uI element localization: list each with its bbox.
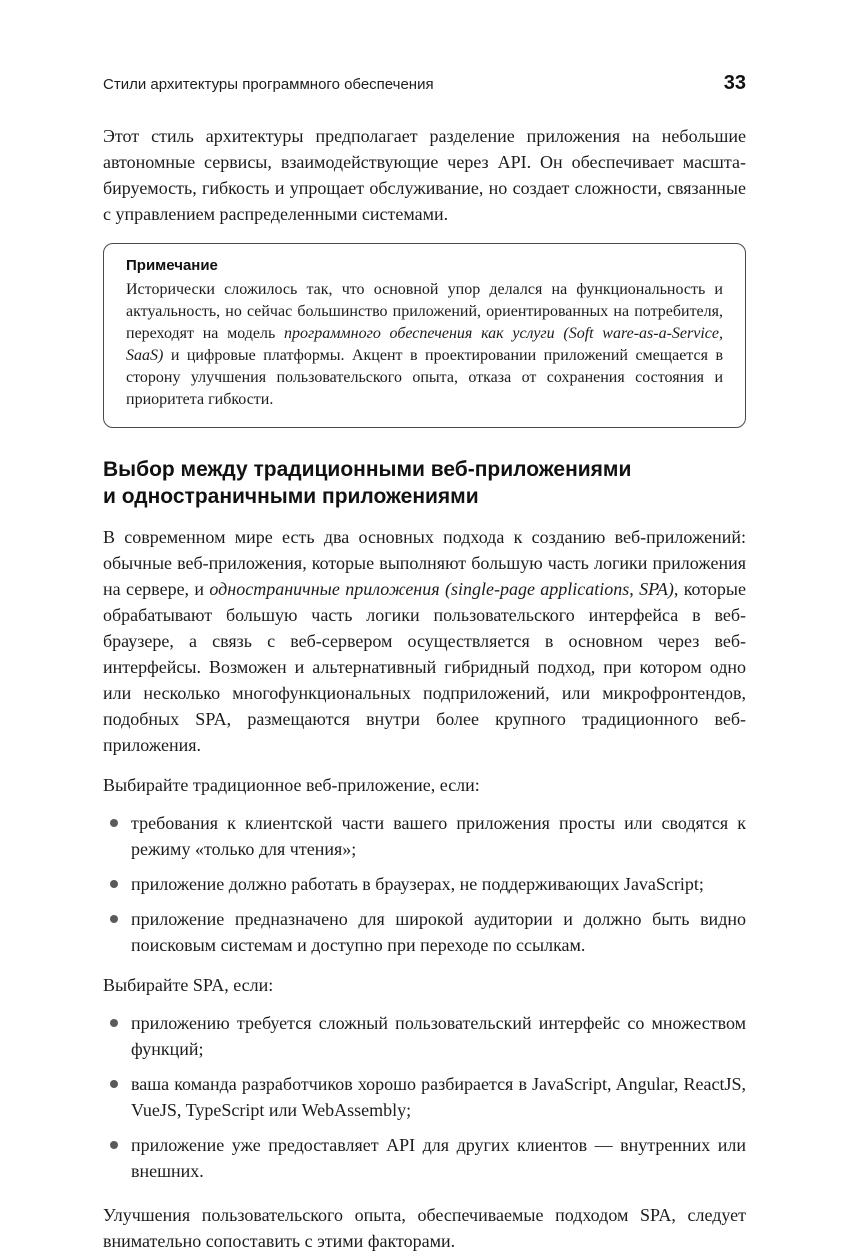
section-heading-line-1: Выбор между традиционными веб-приложениями (103, 458, 632, 481)
list-item (103, 871, 746, 897)
note-box (103, 243, 746, 428)
list-item-text: приложению требуется сложный пользовательский интерфейс со множеством функций; (131, 1013, 746, 1059)
list-item (103, 810, 746, 862)
traditional-list-intro: Выбирайте традиционное веб-приложение, если: (103, 775, 480, 795)
section-text-pre: В современном мире есть два основных подхода к созданию веб-приложений: обычные веб-приложения, которые выполняют большую часть логики приложения на сервере, и (103, 527, 746, 599)
page-header (103, 72, 746, 95)
list-item-text: ваша команда разработчиков хорошо разбирается в JavaScript, Angular, ReactJS, VueJS, TypeScript или WebAssembly; (131, 1074, 746, 1120)
section-text-italic: одностраничные приложения (single-page applications, SPA) (209, 579, 674, 599)
list-item-text: приложение должно работать в браузерах, не поддерживающих JavaScript; (131, 874, 704, 894)
section-heading-line-2: и одностраничными приложениями (103, 485, 479, 508)
spa-list-intro: Выбирайте SPA, если: (103, 975, 274, 995)
intro-paragraph: Этот стиль архитектуры предполагает разделение приложения на небольшие автономные сервисы, взаимодействующие через API. Он обеспечивает масштабируемость, гибкость и упрощает обслуживание, но создает сложности, связанные с управлением распределенными системами. (103, 126, 746, 224)
bullet-icon (110, 1141, 118, 1149)
list-item-text: приложение предназначено для широкой аудитории и должно быть видно поисковым системам и доступно при переходе по ссылкам. (131, 909, 746, 955)
list-item-text: требования к клиентской части вашего приложения просты или сводятся к режиму «только для чтения»; (131, 813, 746, 859)
list-item-text: приложение уже предоставляет API для других клиентов — внутренних или внешних. (131, 1135, 746, 1181)
bullet-icon (110, 819, 118, 827)
page-number: 33 (723, 72, 746, 94)
list-item (103, 1132, 746, 1184)
spa-criteria-list (103, 1010, 746, 1184)
closing-paragraph: Улучшения пользовательского опыта, обеспечиваемые подходом SPA, следует внимательно сопоставить с этими факторами. (103, 1205, 746, 1251)
running-title: Стили архитектуры программного обеспечения (103, 76, 434, 93)
note-title: Примечание (126, 257, 218, 274)
list-item (103, 1071, 746, 1123)
bullet-icon (110, 915, 118, 923)
list-item (103, 906, 746, 958)
section-paragraph (103, 524, 746, 758)
bullet-icon (110, 1019, 118, 1027)
note-text-italic: программного обеспечения как услуги (Soft ware-as-a-Service, SaaS) (126, 325, 724, 364)
bullet-icon (110, 880, 118, 888)
section-heading (103, 456, 746, 510)
bullet-icon (110, 1080, 118, 1088)
note-body (126, 279, 723, 411)
section-text-post: , которые обрабатывают большую часть логики пользовательского интерфейса в веб-браузере, а связь с веб-сервером осуществляется в основном через веб-интерфейсы. Возможен и альтернативный гибридный подход, при котором одно или несколько многофункциональных подприложений, или микрофронтендов, подобных SPA, размещаются внутри более крупного традиционного веб-приложения. (103, 579, 746, 755)
note-text-post: и цифровые платформы. Акцент в проектировании приложений смещается в сторону улучшения пользовательского опыта, отказа от сохранения состояния и приоритета гибкости. (126, 347, 723, 408)
list-item (103, 1010, 746, 1062)
note-text-pre: Исторически сложилось так, что основной упор делался на функциональность и актуальность, но сейчас большинство приложений, ориентированных на потребителя, переходят на модель (126, 281, 723, 342)
traditional-web-app-criteria-list (103, 810, 746, 958)
